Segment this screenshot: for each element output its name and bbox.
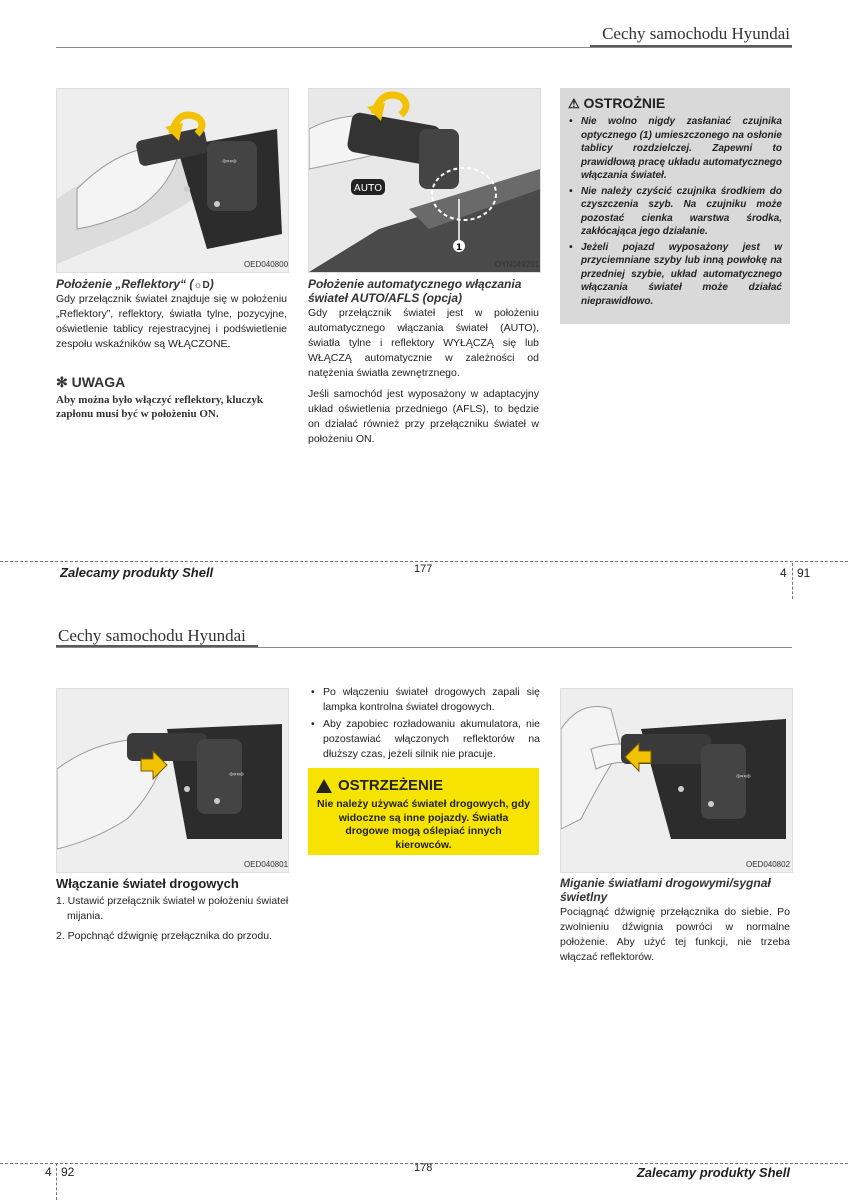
paragraph-auto-2: Jeśli samochód jest wyposażony w adaptacyjny układ oświetlenia przedniego (AFLS), to będzie on działać również przy przełączniku świateł w położeniu ON. xyxy=(308,388,539,445)
svg-text:⇦⇨: ⇦⇨ xyxy=(229,770,245,780)
svg-text:⇦⇨: ⇦⇨ xyxy=(736,772,752,782)
paragraph-auto-1: Gdy przełącznik świateł jest w położeniu automatycznego włączania świateł (AUTO), światła tylne i reflektory WYŁĄCZĄ się lub WŁĄCZĄ automatycznie w zależności od natężenia światła zewnętrznego. xyxy=(308,307,539,379)
warning-text: Nie należy używać świateł drogowych, gdy widoczne są inne pojazdy. Światła drogowe mogą oślepiać innych kierowców. xyxy=(317,798,530,851)
auto-label: AUTO xyxy=(353,183,383,194)
caution-title: OSTROŻNIE xyxy=(583,95,666,111)
page-header-title: Cechy samochodu Hyundai xyxy=(58,626,246,645)
auto-light-sensor-photo xyxy=(308,88,541,273)
warning-triangle-icon: ⚠ xyxy=(568,96,580,111)
caution-box xyxy=(560,88,790,324)
caption-suffix: ) xyxy=(209,277,214,291)
note-uwaga xyxy=(56,374,287,421)
footer-page-bottom: 92 xyxy=(61,1165,75,1179)
sensor-marker: 1 xyxy=(455,243,463,253)
note-bullet: • Aby zapobiec rozładowaniu akumulatora, nie pozostawiać włączonych reflektorów na dłuższy czas, jeżeli silnik nie pracuje. xyxy=(323,717,540,762)
footer-number-top: 177 xyxy=(414,563,433,575)
notes-list xyxy=(310,685,540,764)
note-bullet: • Po włączeniu świateł drogowych zapali się lampka kontrolna świateł drogowych. xyxy=(323,685,540,715)
note-text: Aby można było włączyć reflektory, kluczyk zapłonu musi być w położeniu ON. xyxy=(56,394,263,420)
footer-shell-top: Zalecamy produkty Shell xyxy=(60,565,214,580)
page-cut-line xyxy=(0,561,848,562)
footer-shell-bottom: Zalecamy produkty Shell xyxy=(636,1165,790,1180)
step-item: 2. Popchnąć dźwignię przełącznika do przodu. xyxy=(56,930,272,942)
footer-divider-top xyxy=(792,563,793,599)
caption-prefix: Położenie „Reflektory“ ( xyxy=(56,277,194,291)
headlamp-icon: ☼D xyxy=(193,280,210,291)
paragraph-flash: Pociągnąć dźwignię przełącznika do siebie. Po zwolnieniu dźwignia powróci w normalne położenie. Aby użyć tej funkcji, nie trzeba włączać reflektorów. xyxy=(560,906,790,963)
header-rule xyxy=(56,47,792,48)
section-title: Włączanie świateł drogowych xyxy=(56,876,239,891)
caption-headlamp-position xyxy=(56,277,287,293)
image-code-1: OED040800 xyxy=(244,260,289,269)
steps-list xyxy=(56,894,290,944)
asterisk-icon: ✻ xyxy=(56,374,68,390)
caution-item: • Nie należy czyścić czujnika środkiem do czyszczenia szyb. Na czujniku może pozostać cienka warstwa środka, zakłócająca jego działanie. xyxy=(581,185,782,239)
flash-to-pass-photo xyxy=(560,688,793,873)
paragraph-headlamp: Gdy przełącznik świateł znajduje się w położeniu „Reflektory”, reflektory, światła tylne, pozycyjne, oświetlenie tablicy rejestracyjnej i podświetlenie zespołu wskaźników są WŁĄCZONE. xyxy=(56,293,287,350)
headlamp-switch-photo xyxy=(56,88,289,273)
caution-item: • Jeżeli pojazd wyposażony jest w przyciemniane szyby lub inną powłokę na przedniej szybie, układ automatycznego włączania świateł może działać nieprawidłowo. xyxy=(581,241,782,309)
high-beam-push-photo xyxy=(56,688,289,873)
page-header-title: Cechy samochodu Hyundai xyxy=(602,24,790,43)
caption-flash-to-pass: Miganie światłami drogowymi/sygnał świetlny xyxy=(560,876,771,904)
header-rule xyxy=(56,647,792,648)
image-code-3: OED040801 xyxy=(244,860,289,869)
caution-item: • Nie wolno nigdy zasłaniać czujnika optycznego (1) umieszczonego na osłonie tablicy rozdzielczej. Zapewni to prawidłową pracę układu automatycznego włączania świateł. xyxy=(581,115,782,183)
caption-auto-lights: Położenie automatycznego włączania świateł AUTO/AFLS (opcja) xyxy=(308,277,522,305)
svg-text:⇦⇨: ⇦⇨ xyxy=(222,157,238,167)
footer-divider-bottom xyxy=(56,1163,57,1200)
auto-lights-text xyxy=(308,306,539,453)
note-title: UWAGA xyxy=(71,374,126,390)
warning-box xyxy=(308,768,539,855)
warning-triangle-icon xyxy=(316,779,332,793)
footer-section-top: 4 xyxy=(780,566,787,580)
image-code-2: OYN049201 xyxy=(495,260,540,269)
footer-number-bottom: 178 xyxy=(414,1162,433,1174)
footer-section-bottom: 4 xyxy=(45,1165,52,1179)
footer-page-top: 91 xyxy=(797,566,811,580)
warning-title: OSTRZEŻENIE xyxy=(338,777,444,794)
caution-list xyxy=(568,115,782,308)
image-code-4: OED040802 xyxy=(746,860,791,869)
step-item: 1. Ustawić przełącznik świateł w położeniu świateł mijania. xyxy=(56,895,289,922)
